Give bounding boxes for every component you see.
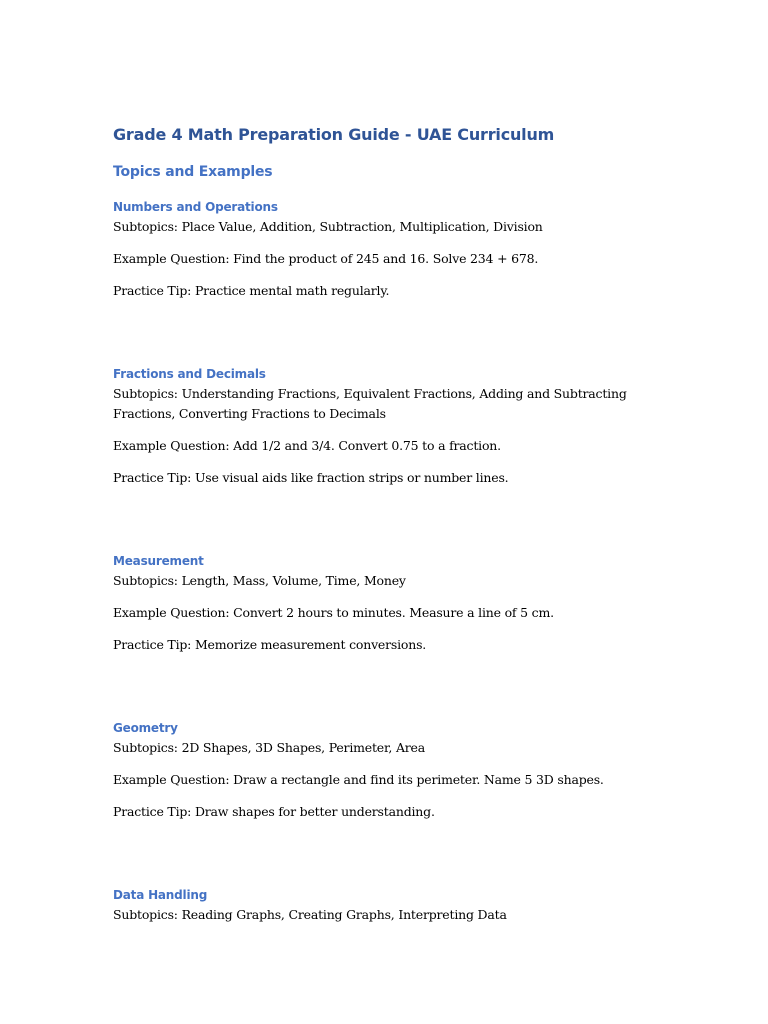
example-question-text: Example Question: Draw a rectangle and find its perimeter. Name 5 3D shapes. bbox=[113, 772, 604, 787]
subtopics-text: Subtopics: Place Value, Addition, Subtraction, Multiplication, Division bbox=[113, 219, 543, 234]
section-numbers-and-operations bbox=[113, 198, 673, 313]
practice-tip-text: Practice Tip: Practice mental math regularly. bbox=[113, 283, 390, 298]
section-data-handling bbox=[113, 886, 673, 937]
section-fractions-and-decimals bbox=[113, 365, 673, 500]
section-geometry bbox=[113, 719, 673, 834]
example-question-text: Example Question: Add 1/2 and 3/4. Convert 0.75 to a fraction. bbox=[113, 438, 501, 453]
section-heading: Numbers and Operations bbox=[113, 200, 278, 214]
example-question-text: Example Question: Find the product of 245 and 16. Solve 234 + 678. bbox=[113, 251, 539, 266]
practice-tip-text: Practice Tip: Draw shapes for better understanding. bbox=[113, 804, 435, 819]
subtopics-text: Subtopics: Length, Mass, Volume, Time, Money bbox=[113, 573, 406, 588]
example-question-text: Example Question: Convert 2 hours to minutes. Measure a line of 5 cm. bbox=[113, 605, 554, 620]
section-heading: Geometry bbox=[113, 721, 178, 735]
document-subtitle: Topics and Examples bbox=[113, 164, 273, 180]
subtopics-text: Subtopics: Understanding Fractions, Equivalent Fractions, Adding and Subtracting Fractions, Converting Fractions to Decimals bbox=[113, 386, 627, 421]
practice-tip-text: Practice Tip: Memorize measurement conversions. bbox=[113, 637, 427, 652]
section-heading: Fractions and Decimals bbox=[113, 367, 266, 381]
document-title: Grade 4 Math Preparation Guide - UAE Curriculum bbox=[113, 125, 555, 144]
subtopics-text: Subtopics: 2D Shapes, 3D Shapes, Perimeter, Area bbox=[113, 740, 426, 755]
practice-tip-text: Practice Tip: Use visual aids like fraction strips or number lines. bbox=[113, 470, 509, 485]
section-heading: Data Handling bbox=[113, 888, 208, 902]
section-heading: Measurement bbox=[113, 554, 204, 568]
section-measurement bbox=[113, 552, 673, 667]
document-page bbox=[113, 124, 673, 922]
subtopics-text: Subtopics: Reading Graphs, Creating Graphs, Interpreting Data bbox=[113, 907, 507, 922]
